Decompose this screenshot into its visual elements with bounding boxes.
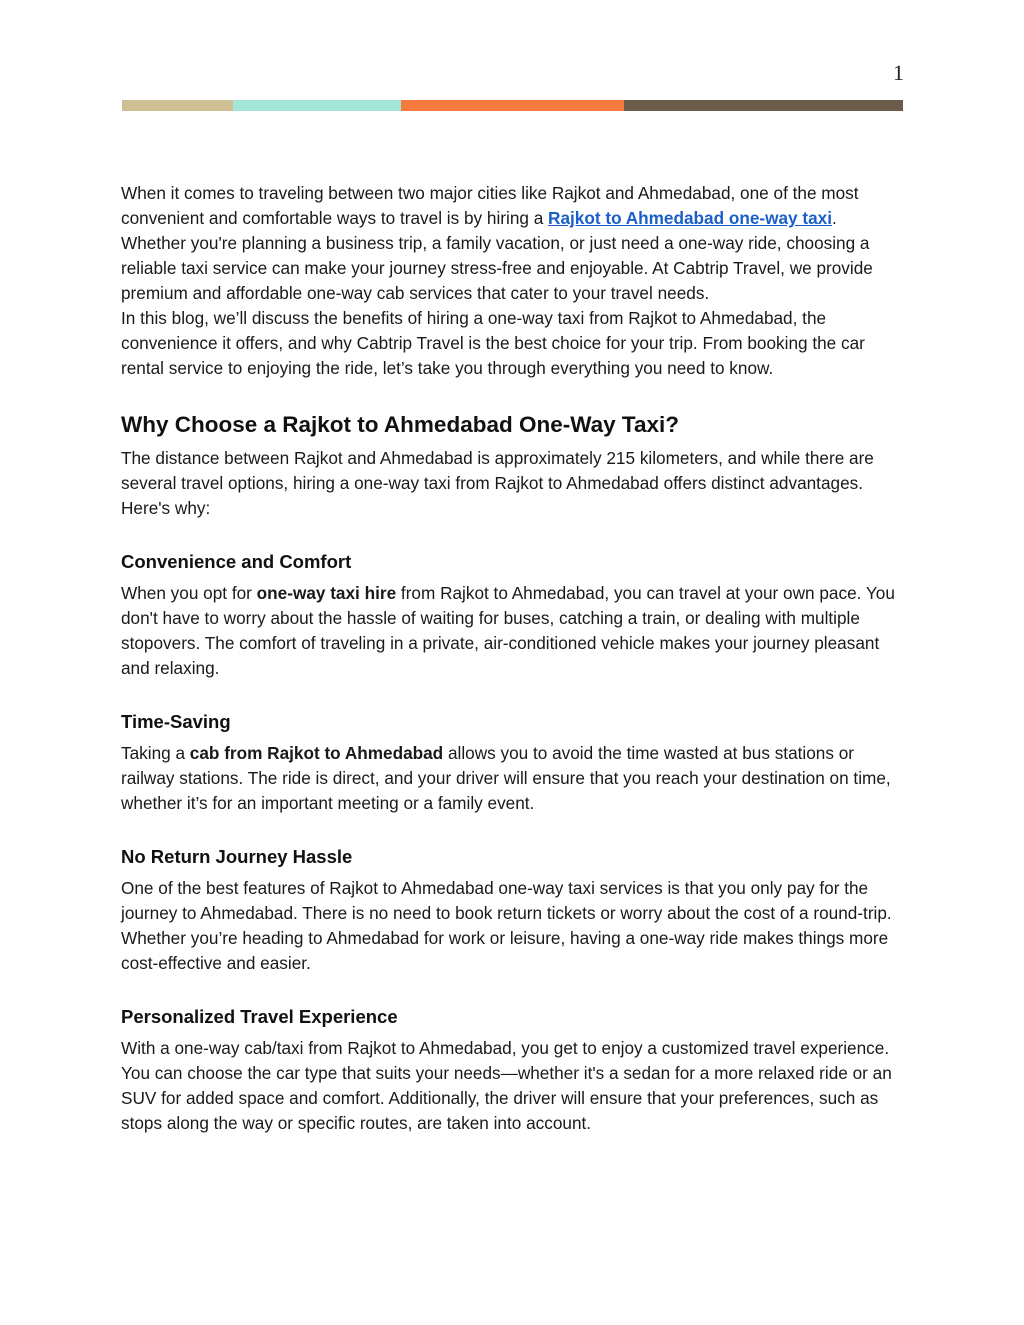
time-saving-text: Taking a cab from Rajkot to Ahmedabad allows you to avoid the time wasted at bus stations or railway stations. The ride is direct, and your driver will ensure that you reach your destination on time, whether it’s for an important meeting or a family event. — [121, 743, 891, 813]
color-bar-segment-brown — [624, 100, 903, 111]
no-return-text: One of the best features of Rajkot to Ahmedabad one-way taxi services is that you only pay for the journey to Ahmedabad. There is no need to book return tickets or worry about the cost of a round-trip. Whether you’re heading to Ahmedabad for work or leisure, having a one-way ride makes things more cost-effective and easier. — [121, 878, 892, 973]
color-bar-segment-aqua — [233, 100, 401, 111]
header-color-bar — [122, 100, 903, 111]
time-saving-heading: Time-Saving — [121, 711, 231, 732]
intro-paragraph: When it comes to traveling between two major cities like Rajkot and Ahmedabad, one of the most convenient and comfortable ways to travel is by hiring a Rajkot to Ahmedabad one-way taxi. Whether you're planning a business trip, a family vacation, or just need a one-way ride, choosing a reliable taxi service can make your journey stress-free and enjoyable. At Cabtrip Travel, we provide premium and affordable one-way cab services that cater to your travel needs. — [121, 183, 873, 303]
color-bar-segment-orange — [401, 100, 624, 111]
document-body — [121, 181, 906, 1136]
convenience-text: When you opt for one-way taxi hire from Rajkot to Ahmedabad, you can travel at your own pace. You don't have to worry about the hassle of waiting for buses, catching a train, or dealing with multiple stopovers. The comfort of traveling in a private, air-conditioned vehicle makes your journey pleasant and relaxing. — [121, 583, 895, 678]
personalized-text: With a one-way cab/taxi from Rajkot to Ahmedabad, you get to enjoy a customized travel experience. You can choose the car type that suits your needs—whether it's a sedan for a more relaxed ride or an SUV for added space and comfort. Additionally, the driver will ensure that your preferences, such as stops along the way or specific routes, are taken into account. — [121, 1038, 892, 1133]
rajkot-ahmedabad-taxi-link[interactable]: Rajkot to Ahmedabad one-way taxi — [548, 208, 833, 228]
color-bar-segment-tan — [122, 100, 233, 111]
why-choose-text: The distance between Rajkot and Ahmedabad is approximately 215 kilometers, and while there are several travel options, hiring a one-way taxi from Rajkot to Ahmedabad offers distinct advantages. Here's why: — [121, 448, 874, 518]
page-number: 1 — [893, 60, 904, 85]
why-choose-heading: Why Choose a Rajkot to Ahmedabad One-Way Taxi? — [121, 412, 679, 437]
no-return-heading: No Return Journey Hassle — [121, 846, 353, 867]
personalized-heading: Personalized Travel Experience — [121, 1006, 398, 1027]
intro-paragraph-2: In this blog, we’ll discuss the benefits of hiring a one-way taxi from Rajkot to Ahmedabad, the convenience it offers, and why Cabtrip Travel is the best choice for your trip. From booking the car rental service to enjoying the ride, let’s take you through everything you need to know. — [121, 308, 865, 378]
convenience-heading: Convenience and Comfort — [121, 551, 352, 572]
